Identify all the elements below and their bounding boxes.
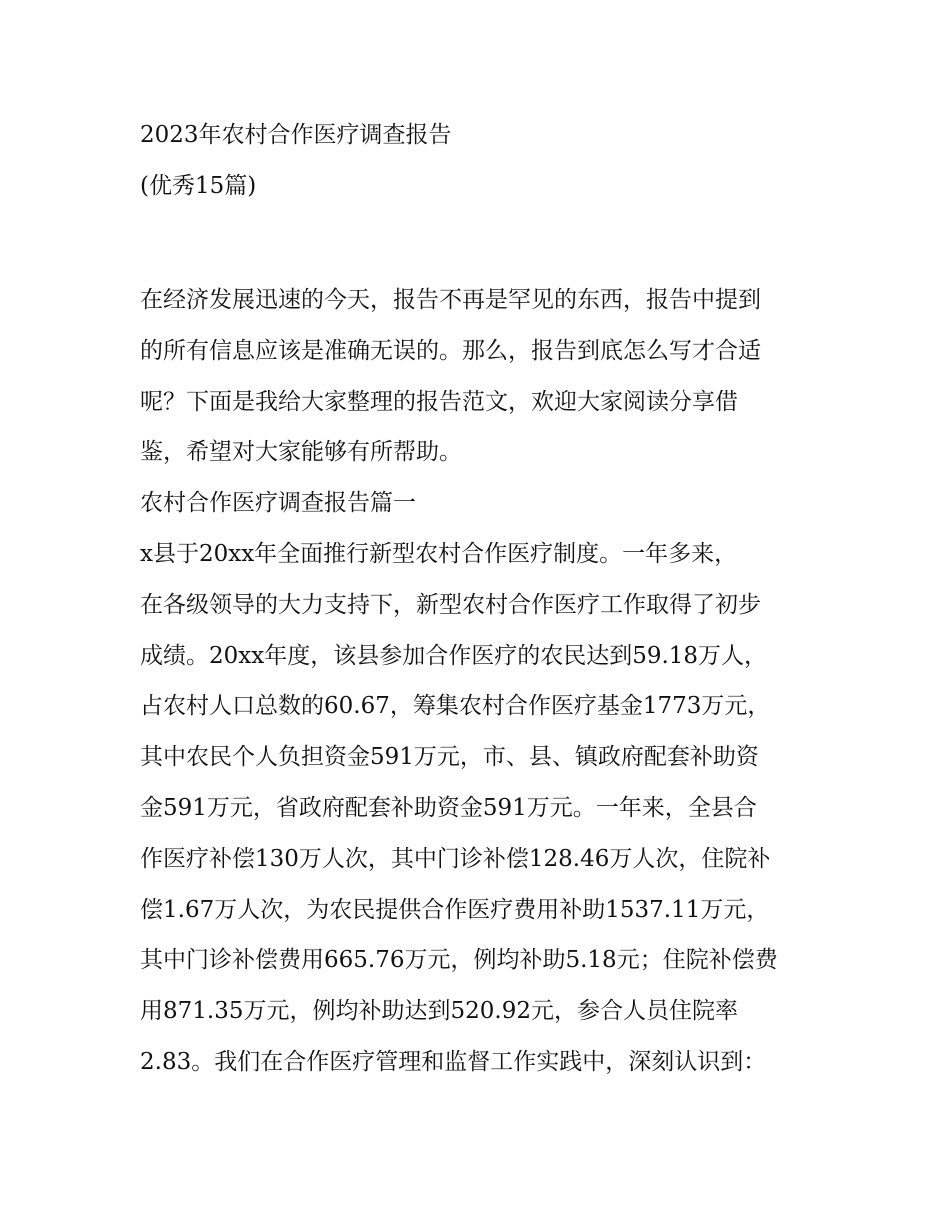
body-line: 占农村人口总数的60.67，筹集农村合作医疗基金1773万元， [140,693,771,720]
title-line: 2023年农村合作医疗调查报告 [140,122,452,148]
body-line: 偿1.67万人次，为农民提供合作医疗费用补助1537.11万元， [140,896,770,923]
body-line: 2.83。我们在合作医疗管理和监督工作实践中，深刻认识到： [140,1048,767,1075]
section-heading: 农村合作医疗调查报告篇一 [140,490,416,517]
body-line: x县于20xx年全面推行新型农村合作医疗制度。一年多来， [140,540,738,567]
body-line: 成绩。20xx年度，该县参加合作医疗的农民达到59.18万人， [140,642,768,669]
document-body [140,275,830,1088]
body-line: 用871.35万元，例均补助达到520.92元，参合人员住院率 [140,998,738,1025]
body-line: 其中门诊补偿费用665.76万元，例均补助5.18元；住院补偿费 [140,947,778,974]
body-line: 鉴，希望对大家能够有所帮助。 [140,439,462,466]
body-line: 金591万元，省政府配套补助资金591万元。一年来，全县合 [140,794,757,821]
body-line: 在各级领导的大力支持下，新型农村合作医疗工作取得了初步 [140,591,761,618]
body-line: 在经济发展迅速的今天，报告不再是罕见的东西，报告中提到 [140,287,761,313]
body-line: 的所有信息应该是准确无误的。那么，报告到底怎么写才合适 [140,337,761,364]
document-title [140,110,830,212]
body-line: 呢？下面是我给大家整理的报告范文，欢迎大家阅读分享借 [140,388,738,415]
body-line: 其中农民个人负担资金591万元，市、县、镇政府配套补助资 [140,744,759,771]
title-line: (优秀15篇) [140,172,257,199]
body-line: 作医疗补偿130万人次，其中门诊补偿128.46万人次，住院补 [140,845,771,872]
